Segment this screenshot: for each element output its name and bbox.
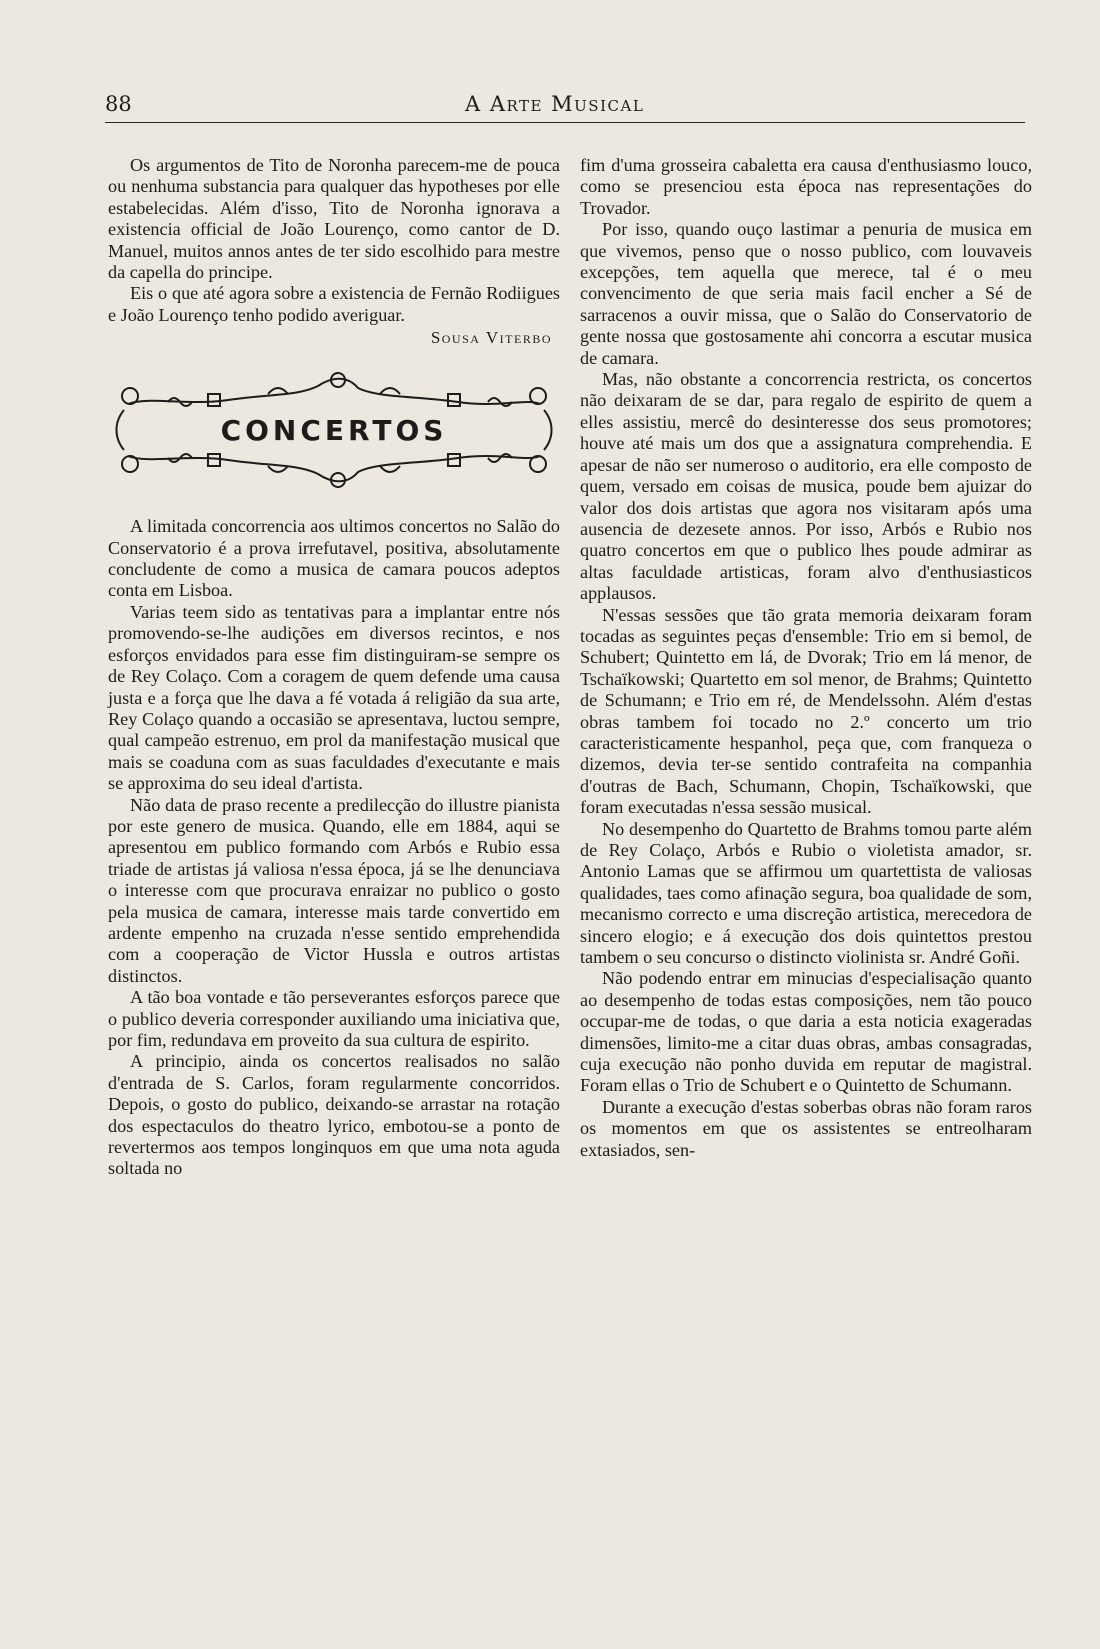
author-signature: Sousa Viterbo bbox=[430, 328, 552, 348]
section-heading: CONCERTOS bbox=[220, 414, 448, 448]
article-paragraph: Varias teem sido as tentativas para a implantar entre nós promovendo-se-lhe audições em diversos recintos, e nos esforços envidados para esse fim distinguiram-se sempre os de Rey Colaço. Com a coragem de quem defende uma causa justa e a força que lhe dava a fé votada á religião da sua arte, Rey Colaço quando a occasião se apresentava, luctou sempre, qual campeão estrenuo, em prol da manifestação musical que mais se coaduna com as suas faculdades d'executante e mais se approxima do seu ideal d'artista. bbox=[108, 601, 560, 794]
right-column bbox=[580, 155, 1032, 1161]
article-paragraph: Não data de praso recente a predilecção do illustre pianista por este genero de musica. Quando, elle em 1884, aqui se apresentou em publico formando com Arbós e Rubio essa triade de artistas já valiosa n'essa época, já se lhe denunciava o interesse com que procurava enraizar no publico o gosto pela musica de camara, interesse mais tarde convertido em ardente empenho na cruzada n'esse sentido emprehendida com a cooperação de Victor Hussla e outros artistas distinctos. bbox=[108, 794, 560, 986]
page-header bbox=[105, 92, 1025, 123]
article-paragraph: Mas, não obstante a concorrencia restricta, os concertos não deixaram de se dar, para regalo de espirito de quem a elles assistiu, mercê do desinteresse dos seus promotores; houve até mais um dos que a assignatura comprehendia. E apesar de não ser numeroso o auditorio, era elle composto de quem, versado em coisas de musica, poude bem ajuizar do valor dos dois artistas que agora nos visitaram após uma ausencia de dezesete annos. Por isso, Arbós e Rubio nos quatro concertos em que o publico lhes poude admirar as altas faculdade artisticas, foram alvo d'enthusiasticos applausos. bbox=[580, 369, 1032, 604]
article-paragraph: Por isso, quando ouço lastimar a penuria de musica em que vivemos, penso que o nosso publico, com louvaveis excepções, tem aquella que merece, tal é o meu convencimento de que seria mais facil encher a Sé de sarracenos a ouvir missa, que o Salão do Conservatorio de gente nossa que gostosamente ahi concorra a escutar musica de camara. bbox=[580, 219, 1032, 368]
left-column bbox=[108, 155, 560, 1180]
article-paragraph: Os argumentos de Tito de Noronha parecem-me de pouca ou nenhuma substancia para qualquer das hypotheses por elle estabelecidas. Além d'isso, Tito de Noronha ignorava a existencia official de João Lourenço, como cantor de D. Manuel, muitos annos antes de ter sido escolhido para mestre da capella do principe. bbox=[108, 155, 560, 283]
article-paragraph: A tão boa vontade e tão perseverantes esforços parece que o publico deveria corresponder auxiliando uma iniciativa que, por fim, redundava em proveito da sua cultura de espirito. bbox=[108, 987, 560, 1050]
article-paragraph: Durante a execução d'estas soberbas obras não foram raros os momentos em que os assistentes se entreolharam extasiados, sen- bbox=[580, 1096, 1032, 1160]
page-number: 88 bbox=[105, 92, 132, 116]
article-paragraph: A limitada concorrencia aos ultimos concertos no Salão do Conservatorio é a prova irrefutavel, positiva, absolutamente concludente de como a musica de camara poucos adeptos conta em Lisboa. bbox=[108, 516, 560, 601]
article-paragraph: N'essas sessões que tão grata memoria deixaram foram tocadas as seguintes peças d'ensemble: Trio em si bemol, de Schubert; Quintetto em lá, de Dvorak; Trio em lá menor, de Tschaïkowski; Quartetto em sol menor, de Brahms; Quintetto de Schumann; e Trio em ré, de Mendelssohn. Além d'estas obras tambem foi tocado no 2.º concerto um trio caracteristicamente hespanhol, peça que, com franqueza o dizemos, devia ter-se sentido contrafeita na companhia d'outras de Bach, Schumann, Chopin, Tschaïkowski, que foram executadas n'essa sessão musical. bbox=[580, 604, 1032, 818]
article-paragraph: Não podendo entrar em minucias d'especialisação quanto ao desempenho de todas estas composições, nem tão pouco occupar-me de todas, o que daria a esta noticia exageradas dimensões, limito-me a citar duas obras, ambas consagradas, cuja execução não ponho duvida em reputar de magistral. Foram ellas o Trio de Schubert e o Quintetto de Schumann. bbox=[580, 968, 1032, 1096]
article-paragraph: A principio, ainda os concertos realisados no salão d'entrada de S. Carlos, foram regularmente concorridos. Depois, o gosto do publico, deixando-se arrastar na rotação dos espectaculos do theatro lyrico, embotou-se a ponto de revertermos aos tempos longinquos em que uma nota aguda soltada no bbox=[108, 1051, 560, 1179]
article-paragraph: fim d'uma grosseira cabaletta era causa d'enthusiasmo louco, como se presenciou esta época nas representações do Trovador. bbox=[580, 155, 1032, 218]
article-paragraph: Eis o que até agora sobre a existencia de Fernão Rodiigues e João Lourenço tenho podido averiguar. bbox=[108, 283, 560, 325]
section-ornament bbox=[108, 366, 560, 494]
article-paragraph: No desempenho do Quartetto de Brahms tomou parte além de Rey Colaço, Arbós e Rubio o violetista amador, sr. Antonio Lamas que se affirmou um quartettista de valiosas qualidades, taes como afinação segura, boa qualidade de som, mecanismo correcto e uma discreção artistica, merecedora de sincero elogio; e á execução dos dois quintettos prestou tambem o seu concurso o distincto violinista sr. André Goñi. bbox=[580, 818, 1032, 968]
running-title: A Arte Musical bbox=[465, 92, 645, 116]
